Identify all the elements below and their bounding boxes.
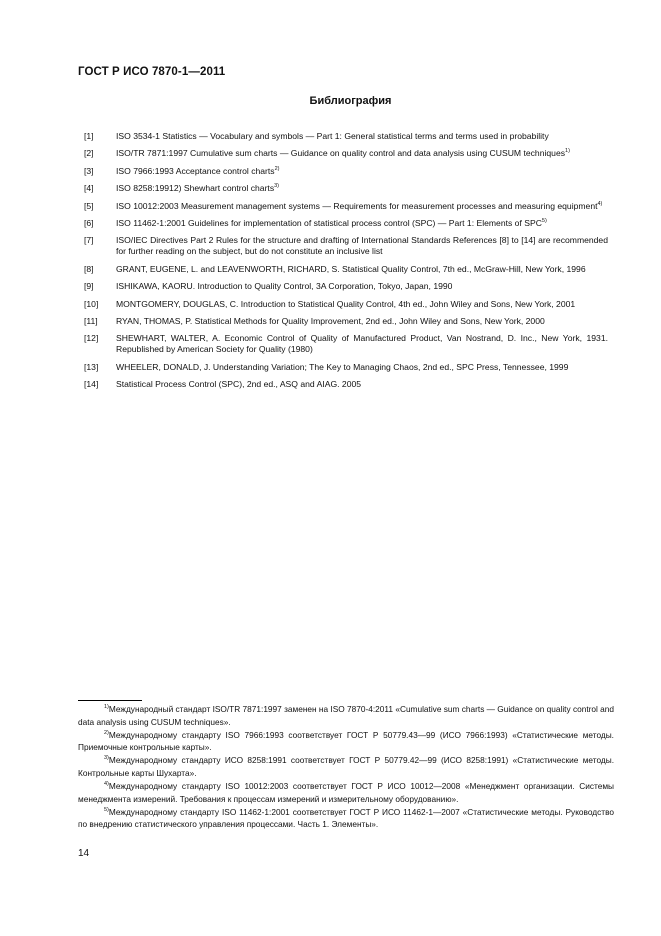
reference-entry [84,218,608,229]
reference-text [116,264,608,275]
footnotes [78,703,614,831]
reference-body: ISO 11462-1:2001 Guidelines for implementation of statistical process control (SPC) — Part 1: Elements of SPC [116,217,542,228]
reference-body: ISO 3534-1 Statistics — Vocabulary and symbols — Part 1: General statistical terms and terms used in probability [116,131,549,141]
reference-body: Statistical Process Control (SPC), 2nd ed., ASQ and AIAG. 2005 [116,379,362,390]
reference-entry [84,316,608,327]
reference-body: RYAN, THOMAS, P. Statistical Methods for Quality Improvement, 2nd ed., John Wiley and Sons, New York, 2000 [116,315,545,326]
footnote-mark: 2) [104,729,109,736]
reference-number: [4] [84,183,94,194]
reference-entry [84,281,608,292]
reference-text [116,316,608,327]
page-number: 14 [78,848,90,859]
reference-body: SHEWHART, WALTER, A. Economic Control of Quality of Manufactured Product, Van Nostrand, D. Inc., New York, 1931. Republished by American Society for Quality (1980) [116,333,608,355]
section-title: Библиография [309,95,392,107]
reference-number: [13] [84,361,99,372]
footnote-marker: 4) [597,200,603,207]
reference-text [116,183,608,194]
reference-body: ISO 8258:19912) Shewhart control charts [116,183,275,194]
reference-entry [84,362,608,373]
reference-entry [84,148,608,159]
footnote-separator [78,700,142,701]
reference-text [116,148,608,159]
footnote-mark: 5) [104,806,109,813]
reference-text [116,379,608,390]
reference-number: [7] [84,235,94,246]
reference-number: [5] [84,200,94,211]
reference-number: [10] [84,298,99,309]
footnote-marker: 1) [565,148,570,155]
footnote-marker: 2) [274,165,280,172]
reference-number: [2] [84,148,94,159]
reference-text [116,131,608,142]
reference-entry [84,201,608,212]
reference-body: ISO/IEC Directives Part 2 Rules for the structure and drafting of International Standards References [8] to [14] are recommended for further reading on the subject, but do not constitute an inclusive list [116,235,608,257]
reference-body: MONTGOMERY, DOUGLAS, C. Introduction to Statistical Quality Control, 4th ed., John Wiley and Sons, New York, 2001 [116,298,576,309]
bibliography-list [84,131,608,396]
reference-body: ISO 10012:2003 Measurement management systems — Requirements for measurement processes and measuring equipment [116,200,598,211]
footnote-marker: 5) [541,217,547,224]
reference-entry [84,235,608,257]
footnote [78,729,614,754]
footnote-text: Международному стандарту ISO 11462-1:2001 соответствует ГОСТ Р ИСО 11462-1—2007 «Статистические методы. Руководство по внедрению статистического управления процессами. Часть 1. Элементы». [78,806,614,830]
reference-body: ISO/TR 7871:1997 Cumulative sum charts — Guidance on quality control and data analysis using CUSUM techniques [116,148,566,159]
reference-number: [6] [84,217,94,228]
reference-text [116,166,608,177]
reference-number: [1] [84,131,94,141]
reference-entry [84,166,608,177]
footnote-text: Международному стандарту ISO 7966:1993 соответствует ГОСТ Р 50779.43—99 (ИСО 7966:1993) «Статистические методы. Приемочные контрольные карты». [78,729,614,753]
reference-entry [84,183,608,194]
reference-entry [84,333,608,355]
reference-number: [12] [84,333,99,344]
reference-body: WHEELER, DONALD, J. Understanding Variation; The Key to Managing Chaos, 2nd ed., SPC Press, Tennessee, 1999 [116,361,569,372]
reference-text [116,235,608,257]
reference-body: ISO 7966:1993 Acceptance control charts [116,165,275,176]
footnote-text: Международный стандарт ISO/TR 7871:1997 заменен на ISO 7870-4:2011 «Cumulative sum charts — Guidance on quality control and data analysis using CUSUM techniques». [78,704,614,727]
footnote-mark: 1) [104,704,109,710]
footnote-mark: 3) [104,755,109,762]
reference-number: [9] [84,281,94,292]
reference-number: [8] [84,263,94,274]
footnote-text: Международному стандарту ИСО 8258:1991 соответствует ГОСТ Р 50779.42—99 (ИСО 8258:1991) «Статистические методы. Контрольные карты Шухарта». [78,755,614,778]
reference-text [116,281,608,292]
reference-body: ISHIKAWA, KAORU. Introduction to Quality Control, 3A Corporation, Tokyo, Japan, 1990 [116,281,453,292]
reference-entry [84,379,608,390]
footnote [78,806,614,831]
reference-number: [14] [84,379,99,390]
reference-number: [3] [84,165,94,176]
reference-text [116,362,608,373]
reference-text [116,218,608,229]
footnote [78,780,614,805]
reference-entry [84,299,608,310]
reference-number: [11] [84,315,98,326]
reference-entry [84,131,608,142]
reference-body: GRANT, EUGENE, L. and LEAVENWORTH, RICHARD, S. Statistical Quality Control, 7th ed., McGraw-Hill, New York, 1996 [116,263,586,274]
footnote [78,754,614,779]
reference-text [116,333,608,355]
footnote-mark: 4) [104,781,109,788]
document-header: ГОСТ Р ИСО 7870-1—2011 [78,66,226,78]
footnote [78,703,614,728]
footnote-text: Международному стандарту ISO 10012:2003 соответствует ГОСТ Р ИСО 10012—2008 «Менеджмент организации. Системы менеджмента измерений. Требования к процессам измерений и измерительному оборудованию». [78,781,614,804]
reference-text [116,201,608,212]
reference-text [116,299,608,310]
reference-entry [84,264,608,275]
footnote-marker: 3) [274,183,280,190]
